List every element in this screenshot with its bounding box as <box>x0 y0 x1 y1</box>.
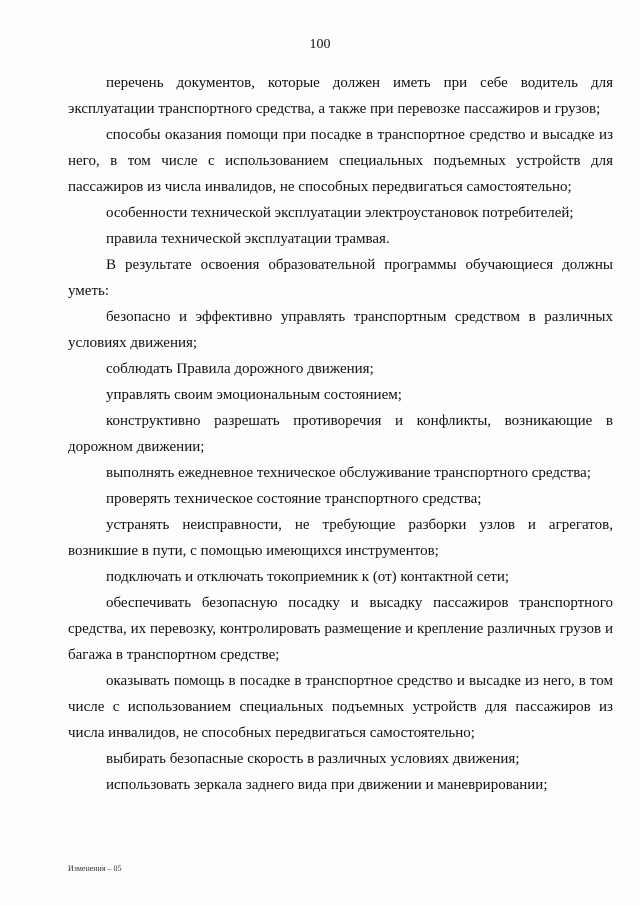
paragraph: соблюдать Правила дорожного движения; <box>106 361 374 377</box>
paragraph: оказывать помощь в посадке в транспортное средство и высадке из него, в том числе с использованием специальных подъемных устройств для пассажиров из числа инвалидов, не способных передвигаться самостоятельно; <box>68 673 613 741</box>
paragraph: управлять своим эмоциональным состоянием; <box>106 387 402 403</box>
page-number: 100 <box>309 37 331 52</box>
paragraph: В результате освоения образовательной программы обучающиеся должны уметь: <box>68 257 613 299</box>
paragraph: правила технической эксплуатации трамвая. <box>106 231 390 247</box>
paragraph: конструктивно разрешать противоречия и конфликты, возникающие в дорожном движении; <box>68 413 613 455</box>
paragraph: способы оказания помощи при посадке в транспортное средство и высадке из него, в том числе с использованием специальных подъемных устройств для пассажиров из числа инвалидов, не способных передвигаться самостоятельно; <box>68 127 613 195</box>
paragraph: перечень документов, которые должен иметь при себе водитель для эксплуатации транспортного средства, а также при перевозке пассажиров и грузов; <box>68 75 613 117</box>
paragraph: использовать зеркала заднего вида при движении и маневрировании; <box>106 777 548 793</box>
footer-revision-note: Изменения – 05 <box>68 864 122 873</box>
paragraph: особенности технической эксплуатации электроустановок потребителей; <box>106 205 574 221</box>
paragraph: обеспечивать безопасную посадку и высадку пассажиров транспортного средства, их перевозку, контролировать размещение и крепление различных грузов и багажа в транспортном средстве; <box>68 595 613 663</box>
document-body <box>68 70 613 798</box>
paragraph: выполнять ежедневное техническое обслуживание транспортного средства; <box>106 465 591 481</box>
paragraph: безопасно и эффективно управлять транспортным средством в различных условиях движения; <box>68 309 613 351</box>
paragraph: проверять техническое состояние транспортного средства; <box>106 491 482 507</box>
paragraph: выбирать безопасные скорость в различных условиях движения; <box>106 751 520 767</box>
paragraph: подключать и отключать токоприемник к (от) контактной сети; <box>106 569 510 585</box>
paragraph: устранять неисправности, не требующие разборки узлов и агрегатов, возникшие в пути, с помощью имеющихся инструментов; <box>68 517 613 559</box>
